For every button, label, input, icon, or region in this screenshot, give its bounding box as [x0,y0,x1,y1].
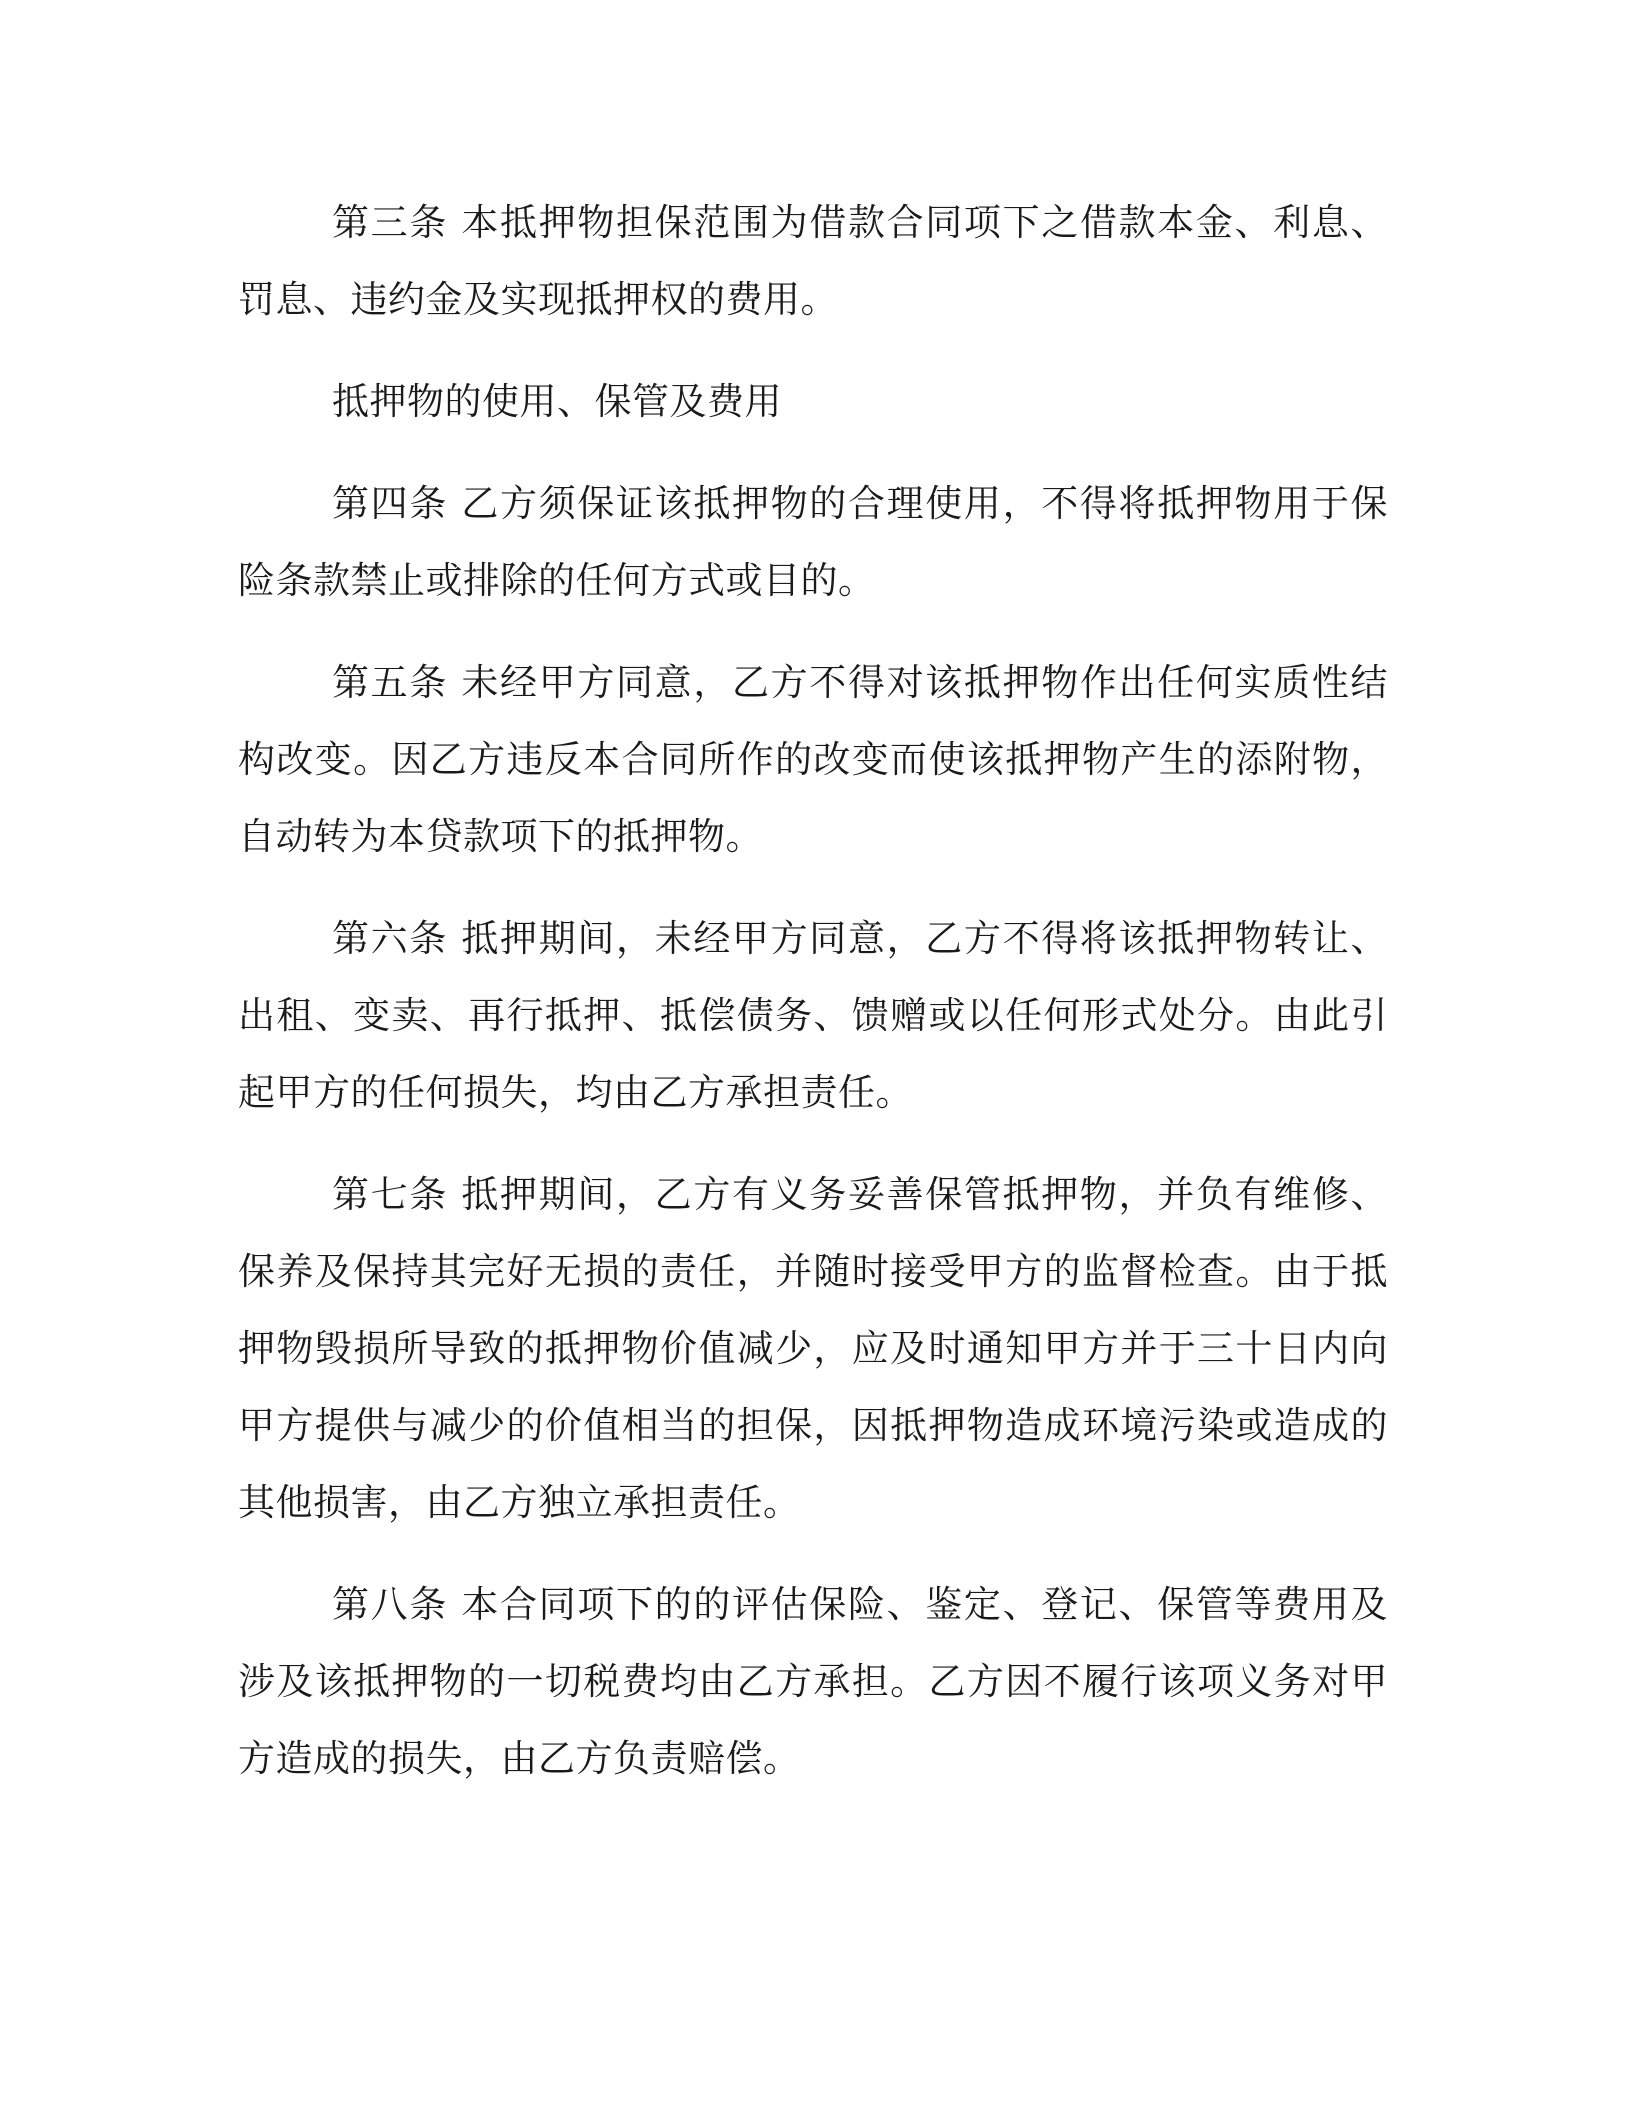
article-4-paragraph: 第四条 乙方须保证该抵押物的合理使用，不得将抵押物用于保险条款禁止或排除的任何方式或目的。 [238,482,1388,602]
section-heading: 抵押物的使用、保管及费用 [332,380,782,423]
article-3-paragraph: 第三条 本抵押物担保范围为借款合同项下之借款本金、利息、罚息、违约金及实现抵押权的费用。 [238,201,1388,321]
article-8-paragraph: 第八条 本合同项下的的评估保险、鉴定、登记、保管等费用及涉及该抵押物的一切税费均由乙方承担。乙方因不履行该项义务对甲方造成的损失，由乙方负责赔偿。 [238,1583,1388,1780]
article-6-paragraph: 第六条 抵押期间，未经甲方同意，乙方不得将该抵押物转让、出租、变卖、再行抵押、抵偿债务、馈赠或以任何形式处分。由此引起甲方的任何损失，均由乙方承担责任。 [238,917,1388,1114]
document-body [238,184,1388,1822]
article-5-paragraph: 第五条 未经甲方同意，乙方不得对该抵押物作出任何实质性结构改变。因乙方违反本合同所作的改变而使该抵押物产生的添附物，自动转为本贷款项下的抵押物。 [238,661,1388,858]
article-7-paragraph: 第七条 抵押期间，乙方有义务妥善保管抵押物，并负有维修、保养及保持其完好无损的责任，并随时接受甲方的监督检查。由于抵押物毁损所导致的抵押物价值减少，应及时通知甲方并于三十日内向甲方提供与减少的价值相当的担保，因抵押物造成环境污染或造成的其他损害，由乙方独立承担责任。 [238,1173,1388,1524]
